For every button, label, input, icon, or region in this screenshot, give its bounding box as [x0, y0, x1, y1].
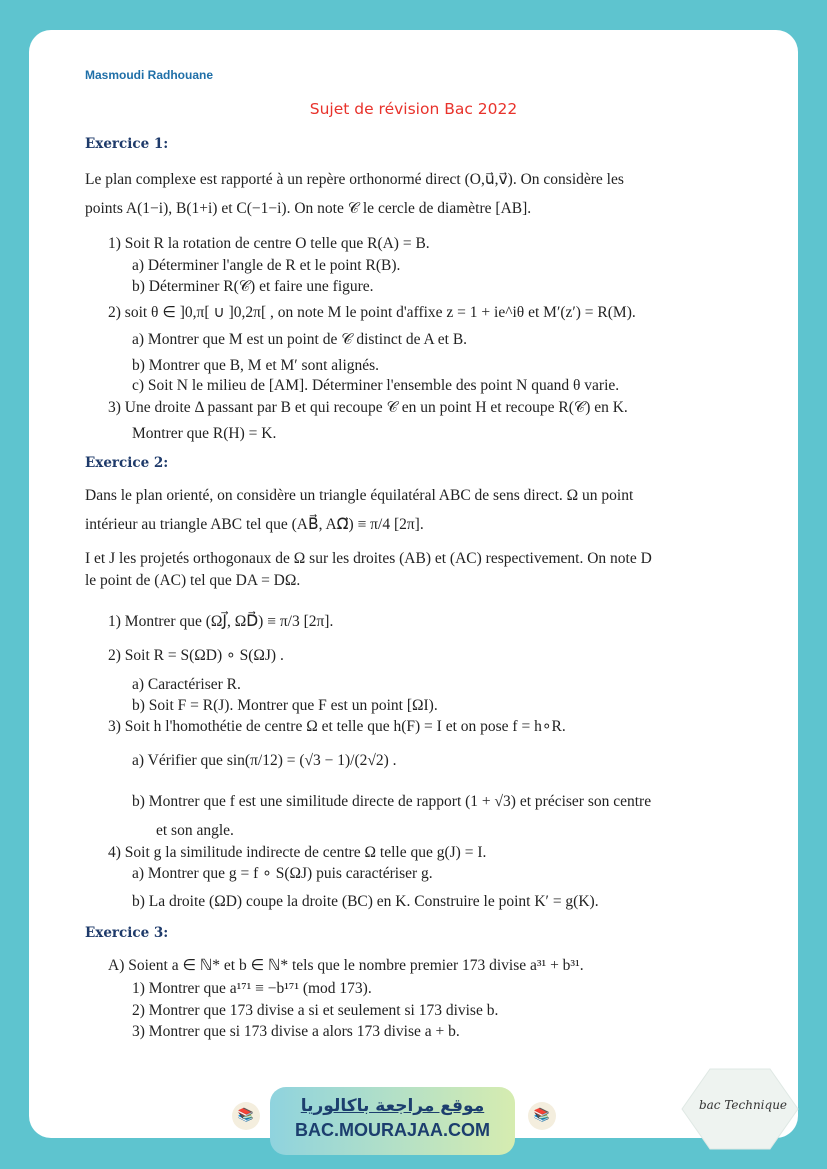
ex1-question-1a: a) Déterminer l'angle de R et le point R(B).: [132, 257, 401, 274]
site-banner[interactable]: [270, 1087, 515, 1155]
book-logo-icon-right: 📚: [528, 1102, 556, 1130]
ex2-intro-line-2: intérieur au triangle ABC tel que (AB⃗, AΩ⃗) ≡ π/4 [2π].: [85, 516, 424, 533]
ex2-intro-line-3: I et J les projetés orthogonaux de Ω sur les droites (AB) et (AC) respectivement. On note D: [85, 550, 652, 567]
ex2-question-3: 3) Soit h l'homothétie de centre Ω et telle que h(F) = I et on pose f = h∘R.: [108, 718, 566, 735]
ex2-question-2b: b) Soit F = R(J). Montrer que F est un point [ΩI).: [132, 697, 438, 714]
ex1-question-2b: b) Montrer que B, M et M′ sont alignés.: [132, 357, 380, 374]
ex3-question-1: 1) Montrer que a¹⁷¹ ≡ −b¹⁷¹ (mod 173).: [132, 980, 372, 997]
ex3-part-a: A) Soient a ∈ ℕ* et b ∈ ℕ* tels que le nombre premier 173 divise a³¹ + b³¹.: [108, 957, 584, 974]
ex2-question-4a: a) Montrer que g = f ∘ S(ΩJ) puis caractériser g.: [132, 865, 433, 882]
ex2-question-1: 1) Montrer que (ΩJ⃗, ΩD⃗) ≡ π/3 [2π].: [108, 613, 334, 630]
ex1-intro-line-2: points A(1−i), B(1+i) et C(−1−i). On note 𝒞 le cercle de diamètre [AB].: [85, 200, 532, 217]
ex2-intro-line-4: le point de (AC) tel que DA = DΩ.: [85, 572, 301, 589]
exercise-3-heading: Exercice 3:: [85, 925, 169, 941]
ex2-intro-line-1: Dans le plan orienté, on considère un triangle équilatéral ABC de sens direct. Ω un point: [85, 487, 634, 504]
ex1-intro-line-1: Le plan complexe est rapporté à un repère orthonormé direct (O,u⃗,v⃗). On considère les: [85, 171, 624, 188]
exercise-1-heading: Exercice 1:: [85, 136, 169, 152]
ex2-question-4: 4) Soit g la similitude indirecte de centre Ω telle que g(J) = I.: [108, 844, 487, 861]
author-name: Masmoudi Radhouane: [85, 68, 214, 82]
ex2-question-2a: a) Caractériser R.: [132, 676, 241, 693]
exercise-2-heading: Exercice 2:: [85, 455, 169, 471]
book-logo-icon: 📚: [232, 1102, 260, 1130]
ex2-question-3b-line-1: b) Montrer que f est une similitude directe de rapport (1 + √3) et préciser son centre: [132, 793, 652, 810]
ex2-question-2: 2) Soit R = S(ΩD) ∘ S(ΩJ) .: [108, 647, 284, 664]
bac-technique-label: bac Technique: [698, 1098, 788, 1112]
ex2-question-4b: b) La droite (ΩD) coupe la droite (BC) en K. Construire le point K′ = g(K).: [132, 893, 599, 910]
ex1-question-1: 1) Soit R la rotation de centre O telle que R(A) = B.: [108, 235, 430, 252]
banner-arabic-text: موقع مراجعة باكالوريا: [300, 1096, 485, 1116]
ex1-question-2c: c) Soit N le milieu de [AM]. Déterminer l'ensemble des point N quand θ varie.: [132, 377, 620, 394]
ex1-question-3-line-2: Montrer que R(H) = K.: [132, 425, 277, 442]
ex1-question-3: 3) Une droite Δ passant par B et qui recoupe 𝒞 en un point H et recoupe R(𝒞) en K.: [108, 399, 628, 416]
ex1-question-1b: b) Déterminer R(𝒞) et faire une figure.: [132, 278, 374, 295]
ex3-question-3: 3) Montrer que si 173 divise a alors 173 divise a + b.: [132, 1023, 460, 1040]
ex1-question-2: 2) soit θ ∈ ]0,π[ ∪ ]0,2π[ , on note M le point d'affixe z = 1 + ie^iθ et M′(z′) = R(M).: [108, 304, 636, 321]
ex2-question-3b-line-2: et son angle.: [156, 822, 234, 839]
ex1-question-2a: a) Montrer que M est un point de 𝒞 distinct de A et B.: [132, 331, 468, 348]
ex2-question-3a: a) Vérifier que sin(π/12) = (√3 − 1)/(2√2) .: [132, 752, 397, 769]
page-title: Sujet de révision Bac 2022: [309, 100, 518, 118]
banner-url[interactable]: BAC.MOURAJAA.COM: [295, 1120, 490, 1140]
ex3-question-2: 2) Montrer que 173 divise a si et seulement si 173 divise b.: [132, 1002, 499, 1019]
